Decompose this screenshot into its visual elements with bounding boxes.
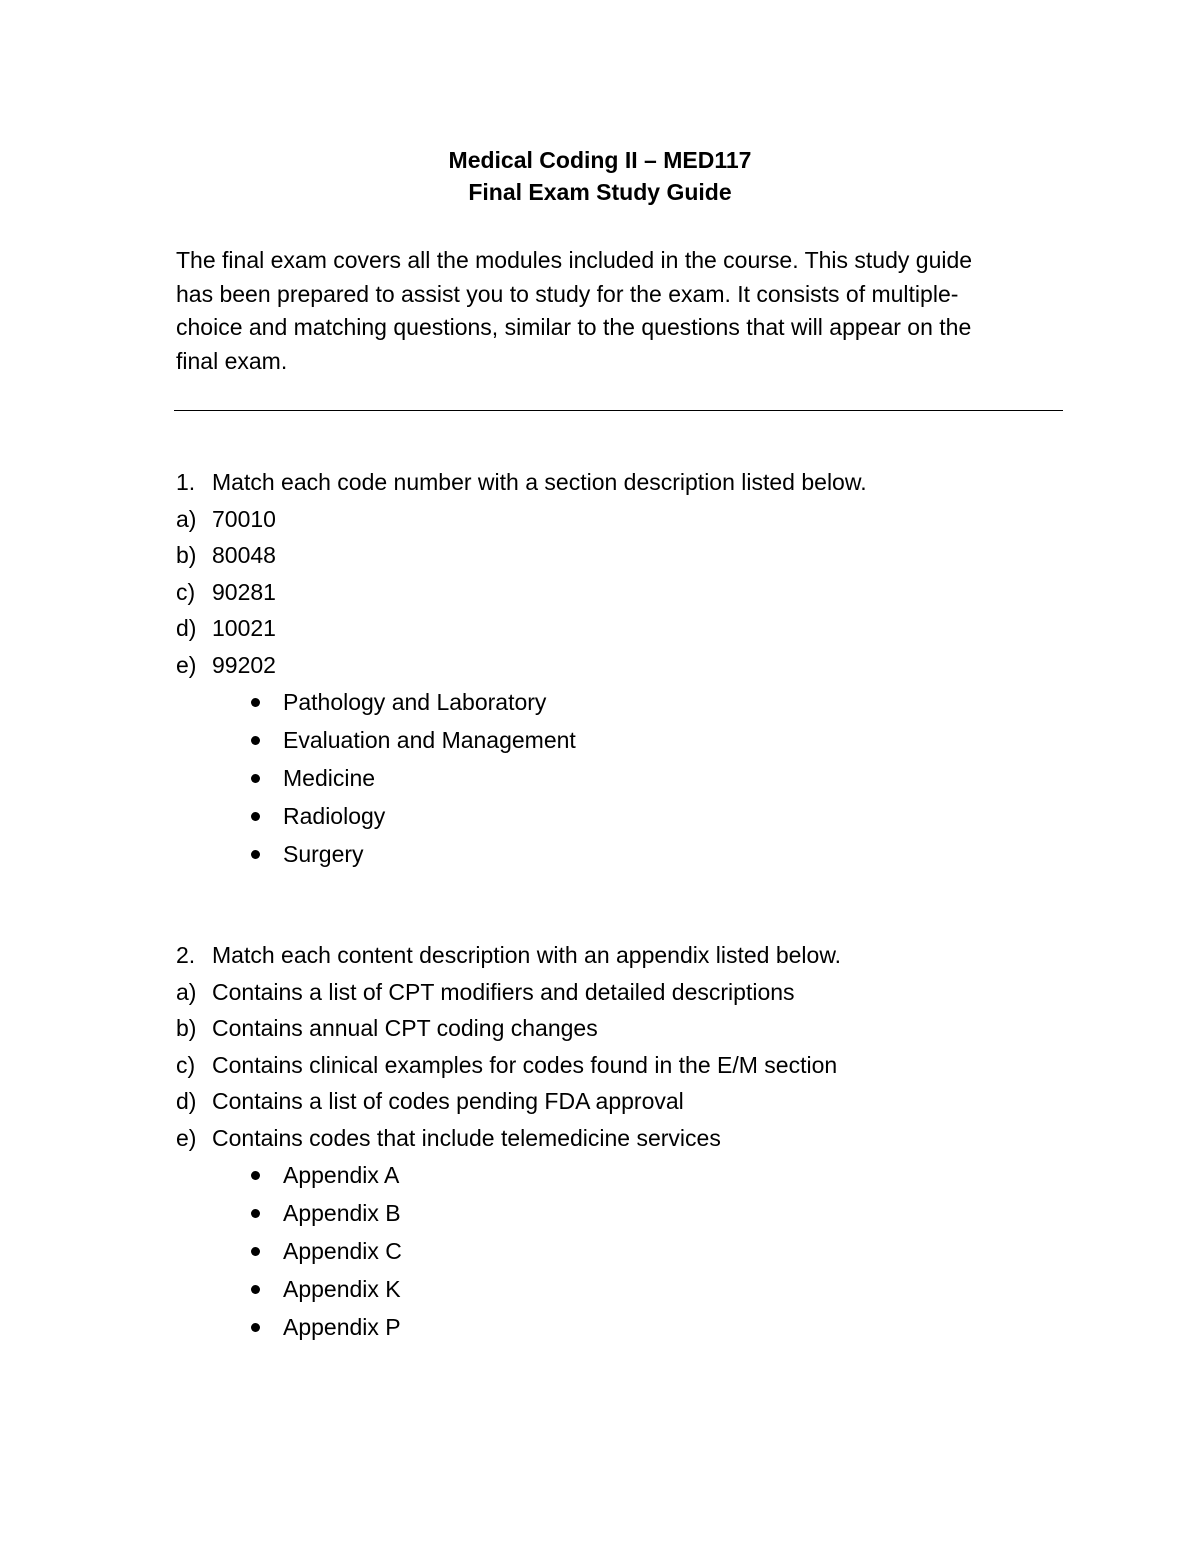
item-text: 10021 [212, 615, 276, 641]
option-text: Appendix B [283, 1200, 401, 1226]
item-label: c) [176, 1051, 196, 1078]
intro-line: has been prepared to assist you to study for the exam. It consists of multiple- [176, 280, 959, 307]
bullet-icon [251, 1323, 260, 1332]
question-prompt: Match each code number with a section description listed below. [212, 469, 867, 495]
item-text: Contains annual CPT coding changes [212, 1015, 598, 1041]
option-item [176, 1156, 1076, 1194]
option-item [176, 759, 1076, 797]
bullet-icon [251, 1209, 260, 1218]
option-text: Evaluation and Management [283, 727, 576, 753]
intro-line: choice and matching questions, similar to the questions that will appear on the [176, 314, 972, 340]
document-subtitle: Final Exam Study Guide [468, 179, 732, 205]
bullet-icon [251, 812, 260, 821]
option-item [176, 1232, 1076, 1270]
item-text: 99202 [212, 651, 276, 678]
bullet-icon [251, 1285, 260, 1294]
item-text: 80048 [212, 542, 276, 568]
list-item [176, 1010, 1076, 1047]
item-text: Contains a list of CPT modifiers and detailed descriptions [212, 978, 795, 1005]
item-text: Contains clinical examples for codes found in the E/M section [212, 1051, 838, 1078]
option-item [176, 683, 1076, 721]
list-item [176, 537, 1076, 574]
intro-paragraph [176, 244, 1076, 378]
item-label: a) [176, 505, 197, 532]
question-prompt-row [176, 464, 1076, 501]
document-title: Medical Coding II – MED117 [448, 147, 752, 173]
option-text: Medicine [283, 765, 376, 791]
bullet-icon [251, 774, 260, 783]
question-prompt-row [176, 937, 1076, 974]
item-label: a) [176, 978, 197, 1005]
item-label: e) [176, 651, 197, 678]
option-item [176, 835, 1076, 873]
question-number: 2. [176, 942, 196, 968]
horizontal-rule [174, 410, 1063, 411]
item-label: d) [176, 615, 197, 641]
item-text: 70010 [212, 505, 276, 532]
list-item [176, 974, 1076, 1011]
bullet-icon [251, 1171, 260, 1180]
option-text: Pathology and Laboratory [283, 689, 547, 715]
bullet-icon [251, 698, 260, 707]
list-item [176, 1083, 1076, 1120]
option-text: Appendix K [283, 1276, 401, 1302]
question-number: 1. [176, 469, 196, 495]
item-label: e) [176, 1124, 197, 1151]
list-item [176, 647, 1076, 684]
list-item [176, 610, 1076, 647]
question-1 [176, 464, 1076, 873]
item-label: b) [176, 1015, 197, 1041]
item-text: Contains codes that include telemedicine services [212, 1124, 721, 1151]
option-item [176, 1270, 1076, 1308]
item-label: d) [176, 1088, 197, 1114]
question-prompt: Match each content description with an appendix listed below. [212, 942, 842, 968]
bullet-icon [251, 736, 260, 745]
list-item [176, 1047, 1076, 1084]
bullet-icon [251, 1247, 260, 1256]
option-text: Appendix A [283, 1162, 400, 1188]
intro-line: final exam. [176, 347, 288, 374]
option-text: Appendix C [283, 1238, 402, 1264]
item-text: 90281 [212, 578, 276, 605]
question-2 [176, 937, 1076, 1346]
item-label: b) [176, 542, 197, 568]
option-item [176, 1308, 1076, 1346]
list-item [176, 574, 1076, 611]
option-text: Radiology [283, 803, 386, 829]
list-item [176, 501, 1076, 538]
option-item [176, 797, 1076, 835]
option-item [176, 721, 1076, 759]
option-text: Surgery [283, 841, 364, 867]
item-label: c) [176, 578, 196, 605]
option-text: Appendix P [283, 1314, 401, 1340]
intro-line: The final exam covers all the modules included in the course. This study guide [176, 247, 973, 273]
item-text: Contains a list of codes pending FDA approval [212, 1088, 684, 1114]
list-item [176, 1120, 1076, 1157]
option-item [176, 1194, 1076, 1232]
bullet-icon [251, 850, 260, 859]
